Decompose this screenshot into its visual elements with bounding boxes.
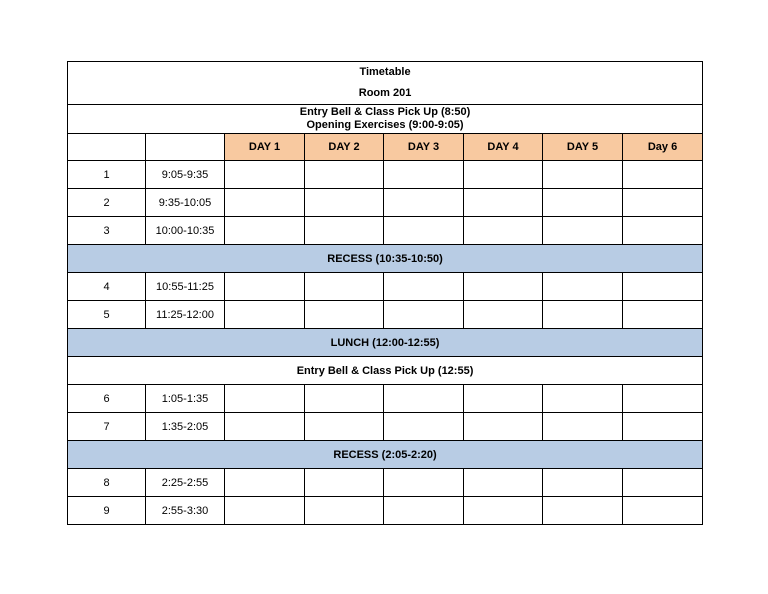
period-row (68, 189, 703, 217)
period-row (68, 469, 703, 497)
schedule-cell[interactable] (225, 413, 305, 441)
schedule-cell[interactable] (305, 273, 384, 301)
period-number-header (68, 134, 146, 161)
schedule-cell[interactable] (464, 217, 543, 245)
schedule-cell[interactable] (543, 189, 623, 217)
schedule-cell[interactable] (543, 497, 623, 525)
day-header: DAY 4 (464, 134, 543, 161)
schedule-cell[interactable] (225, 301, 305, 329)
day-header: DAY 1 (225, 134, 305, 161)
period-row (68, 217, 703, 245)
schedule-cell[interactable] (464, 161, 543, 189)
day-header-row (68, 134, 703, 161)
schedule-cell[interactable] (384, 301, 464, 329)
period-number: 5 (68, 301, 146, 329)
schedule-cell[interactable] (543, 469, 623, 497)
schedule-cell[interactable] (225, 469, 305, 497)
schedule-cell[interactable] (225, 497, 305, 525)
schedule-cell[interactable] (623, 413, 703, 441)
timetable (67, 61, 703, 525)
period-row (68, 161, 703, 189)
schedule-cell[interactable] (464, 301, 543, 329)
period-time: 10:00-10:35 (146, 217, 225, 245)
period-time-header (146, 134, 225, 161)
period-number: 4 (68, 273, 146, 301)
afternoon-entry-note: Entry Bell & Class Pick Up (12:55) (68, 357, 703, 385)
schedule-cell[interactable] (384, 469, 464, 497)
day-header: DAY 2 (305, 134, 384, 161)
schedule-cell[interactable] (225, 217, 305, 245)
period-time: 9:05-9:35 (146, 161, 225, 189)
schedule-cell[interactable] (305, 189, 384, 217)
schedule-cell[interactable] (225, 189, 305, 217)
subheader-line-2: Opening Exercises (9:00-9:05) (306, 119, 464, 131)
day-header: Day 6 (623, 134, 703, 161)
period-time: 1:05-1:35 (146, 385, 225, 413)
schedule-cell[interactable] (543, 385, 623, 413)
schedule-cell[interactable] (384, 273, 464, 301)
period-row (68, 497, 703, 525)
schedule-cell[interactable] (464, 385, 543, 413)
schedule-cell[interactable] (225, 273, 305, 301)
period-row (68, 273, 703, 301)
schedule-cell[interactable] (543, 273, 623, 301)
period-time: 2:55-3:30 (146, 497, 225, 525)
schedule-cell[interactable] (623, 469, 703, 497)
period-time: 9:35-10:05 (146, 189, 225, 217)
schedule-cell[interactable] (543, 161, 623, 189)
schedule-cell[interactable] (305, 497, 384, 525)
period-time: 10:55-11:25 (146, 273, 225, 301)
schedule-cell[interactable] (225, 161, 305, 189)
schedule-cell[interactable] (623, 189, 703, 217)
schedule-cell[interactable] (305, 161, 384, 189)
schedule-cell[interactable] (384, 161, 464, 189)
period-number: 3 (68, 217, 146, 245)
schedule-cell[interactable] (305, 217, 384, 245)
schedule-cell[interactable] (464, 413, 543, 441)
schedule-cell[interactable] (543, 413, 623, 441)
page-title (68, 62, 703, 105)
period-number: 7 (68, 413, 146, 441)
day-header: DAY 3 (384, 134, 464, 161)
schedule-cell[interactable] (305, 469, 384, 497)
schedule-cell[interactable] (543, 217, 623, 245)
period-number: 1 (68, 161, 146, 189)
period-row (68, 385, 703, 413)
schedule-cell[interactable] (384, 217, 464, 245)
period-number: 9 (68, 497, 146, 525)
period-time: 1:35-2:05 (146, 413, 225, 441)
subheader-line-1: Entry Bell & Class Pick Up (8:50) (299, 106, 471, 118)
recess-band: RECESS (2:05-2:20) (68, 441, 703, 469)
schedule-cell[interactable] (384, 385, 464, 413)
schedule-cell[interactable] (623, 497, 703, 525)
schedule-cell[interactable] (384, 189, 464, 217)
schedule-cell[interactable] (305, 413, 384, 441)
schedule-cell[interactable] (623, 385, 703, 413)
schedule-cell[interactable] (464, 497, 543, 525)
lunch-band: LUNCH (12:00-12:55) (68, 329, 703, 357)
title-line-2: Room 201 (358, 87, 412, 99)
schedule-cell[interactable] (305, 301, 384, 329)
schedule-cell[interactable] (384, 497, 464, 525)
period-row (68, 301, 703, 329)
schedule-cell[interactable] (464, 469, 543, 497)
schedule-cell[interactable] (225, 385, 305, 413)
morning-entry-note (68, 105, 703, 134)
day-header: DAY 5 (543, 134, 623, 161)
schedule-cell[interactable] (623, 161, 703, 189)
schedule-cell[interactable] (623, 301, 703, 329)
period-row (68, 413, 703, 441)
schedule-cell[interactable] (305, 385, 384, 413)
schedule-cell[interactable] (623, 273, 703, 301)
recess-band: RECESS (10:35-10:50) (68, 245, 703, 273)
period-number: 8 (68, 469, 146, 497)
period-number: 6 (68, 385, 146, 413)
schedule-cell[interactable] (384, 413, 464, 441)
period-time: 11:25-12:00 (146, 301, 225, 329)
schedule-cell[interactable] (464, 189, 543, 217)
period-time: 2:25-2:55 (146, 469, 225, 497)
schedule-cell[interactable] (623, 217, 703, 245)
period-number: 2 (68, 189, 146, 217)
title-line-1: Timetable (359, 66, 411, 78)
schedule-cell[interactable] (543, 301, 623, 329)
schedule-cell[interactable] (464, 273, 543, 301)
